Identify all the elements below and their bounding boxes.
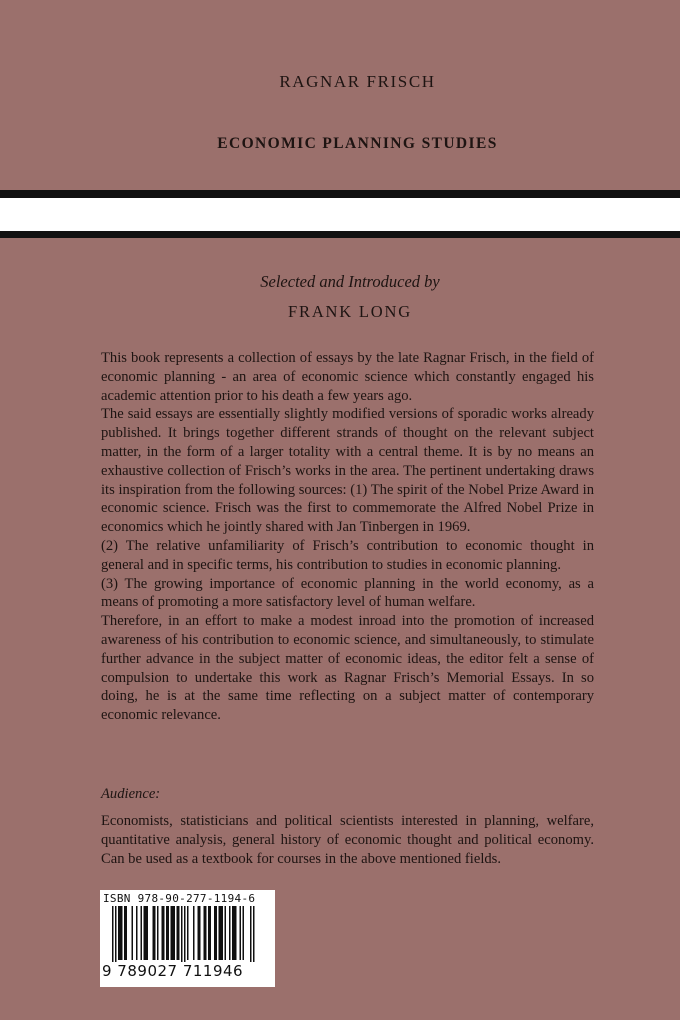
barcode-bar	[232, 906, 234, 960]
barcode-bar	[172, 906, 174, 960]
barcode-bar	[174, 906, 176, 960]
barcode-bar	[153, 906, 155, 960]
barcode-bar	[220, 906, 222, 960]
barcode-bar	[199, 906, 201, 960]
bottom-black-band	[0, 231, 680, 238]
barcode-bar	[126, 906, 128, 960]
barcode-bar	[193, 906, 195, 960]
barcode-bar	[184, 906, 186, 962]
description-paragraph: Therefore, in an effort to make a modest inroad into the promotion of increased awareness of his contribution to economic science, and simultaneously, to stimulate further advance in the subject matter of economic ideas, the editor felt a sense of compulsion to undertake this work as Ragnar Frisch’s Memorial Essays. In so doing, he is at the same time reflecting on a subject matter of contemporary economic relevance.	[101, 613, 594, 724]
author-name: RAGNAR FRISCH	[279, 72, 436, 91]
audience-heading: Audience:	[101, 786, 161, 802]
ean-digits: 9 789027 711946	[102, 962, 244, 980]
barcode-bar	[120, 906, 122, 960]
barcode-bar	[163, 906, 165, 960]
barcode-bar	[219, 906, 221, 960]
editor-name: FRANK LONG	[288, 302, 412, 321]
barcode-bar	[253, 906, 255, 962]
barcode-bar	[229, 906, 231, 960]
white-band	[0, 198, 680, 231]
barcode-bar	[205, 906, 207, 960]
barcode-bar	[222, 906, 224, 960]
barcode-bar	[171, 906, 173, 960]
description	[101, 349, 594, 725]
audience-text	[101, 812, 594, 868]
isbn-label: ISBN 978-90-277-1194-6	[103, 892, 256, 905]
barcode-bar	[162, 906, 164, 960]
barcode-bar	[225, 906, 227, 960]
barcode-bar	[144, 906, 146, 960]
isbn-barcode	[100, 890, 275, 987]
barcode-bar	[118, 906, 120, 960]
barcode-bar	[147, 906, 149, 960]
barcode-bar	[136, 906, 138, 960]
barcode-bar	[181, 906, 183, 962]
description-paragraph: The said essays are essentially slightly modified versions of sporadic works already published. It brings together different strands of thought on the relevant subject matter, in the form of a larger totality with a central theme. It is by no means an exhaustive collection of Frisch’s works in the area. The pertinent undertaking draws its inspiration from the following sources: (1) The spirit of the Nobel Prize Award in economic science. Frisch was the first to commemorate the Alfred Nobel Prize in economics which he jointly shared with Jan Tinbergen in 1969.	[101, 406, 594, 536]
barcode-bars	[112, 906, 264, 962]
barcode-bar	[240, 906, 242, 960]
barcode-bar	[187, 906, 189, 960]
barcode-bar	[154, 906, 156, 960]
barcode-bar	[115, 906, 117, 962]
barcode-bar	[124, 906, 126, 960]
barcode-bar	[235, 906, 237, 960]
barcode-bar	[198, 906, 200, 960]
audience-paragraph: Economists, statisticians and political scientists interested in planning, welfare, quantitative analysis, general history of economic thought and political economy. Can be used as a textbook for courses in the above mentioned fields.	[101, 813, 594, 867]
description-paragraph: (2) The relative unfamiliarity of Frisch’s contribution to economic thought in general and in specific terms, his contribution to studies in economic planning.	[101, 537, 594, 573]
barcode-bar	[141, 906, 143, 960]
barcode-bar	[204, 906, 206, 960]
book-title: ECONOMIC PLANNING STUDIES	[217, 135, 498, 152]
barcode-bar	[178, 906, 180, 960]
description-paragraph: This book represents a collection of essays by the late Ragnar Frisch, in the field of economic planning - an area of economic science which constantly engaged his academic attention prior to his death a few years ago.	[101, 350, 594, 404]
barcode-bar	[168, 906, 170, 960]
barcode-bar	[166, 906, 168, 960]
barcode-bar	[216, 906, 218, 960]
top-black-band	[0, 190, 680, 198]
barcode-bar	[157, 906, 159, 960]
barcode-bar	[132, 906, 134, 960]
barcode-bar	[177, 906, 179, 960]
barcode-bar	[214, 906, 216, 960]
barcode-bar	[208, 906, 210, 960]
description-paragraph: (3) The growing importance of economic planning in the world economy, as a means of promoting a more satisfactory level of human welfare.	[101, 575, 594, 611]
barcode-bar	[112, 906, 114, 962]
barcode-bar	[210, 906, 212, 960]
barcode-bar	[145, 906, 147, 960]
barcode-bar	[243, 906, 245, 960]
barcode-bar	[234, 906, 236, 960]
editor-intro: Selected and Introduced by	[260, 272, 440, 291]
barcode-bar	[250, 906, 252, 962]
barcode-bar	[121, 906, 123, 960]
